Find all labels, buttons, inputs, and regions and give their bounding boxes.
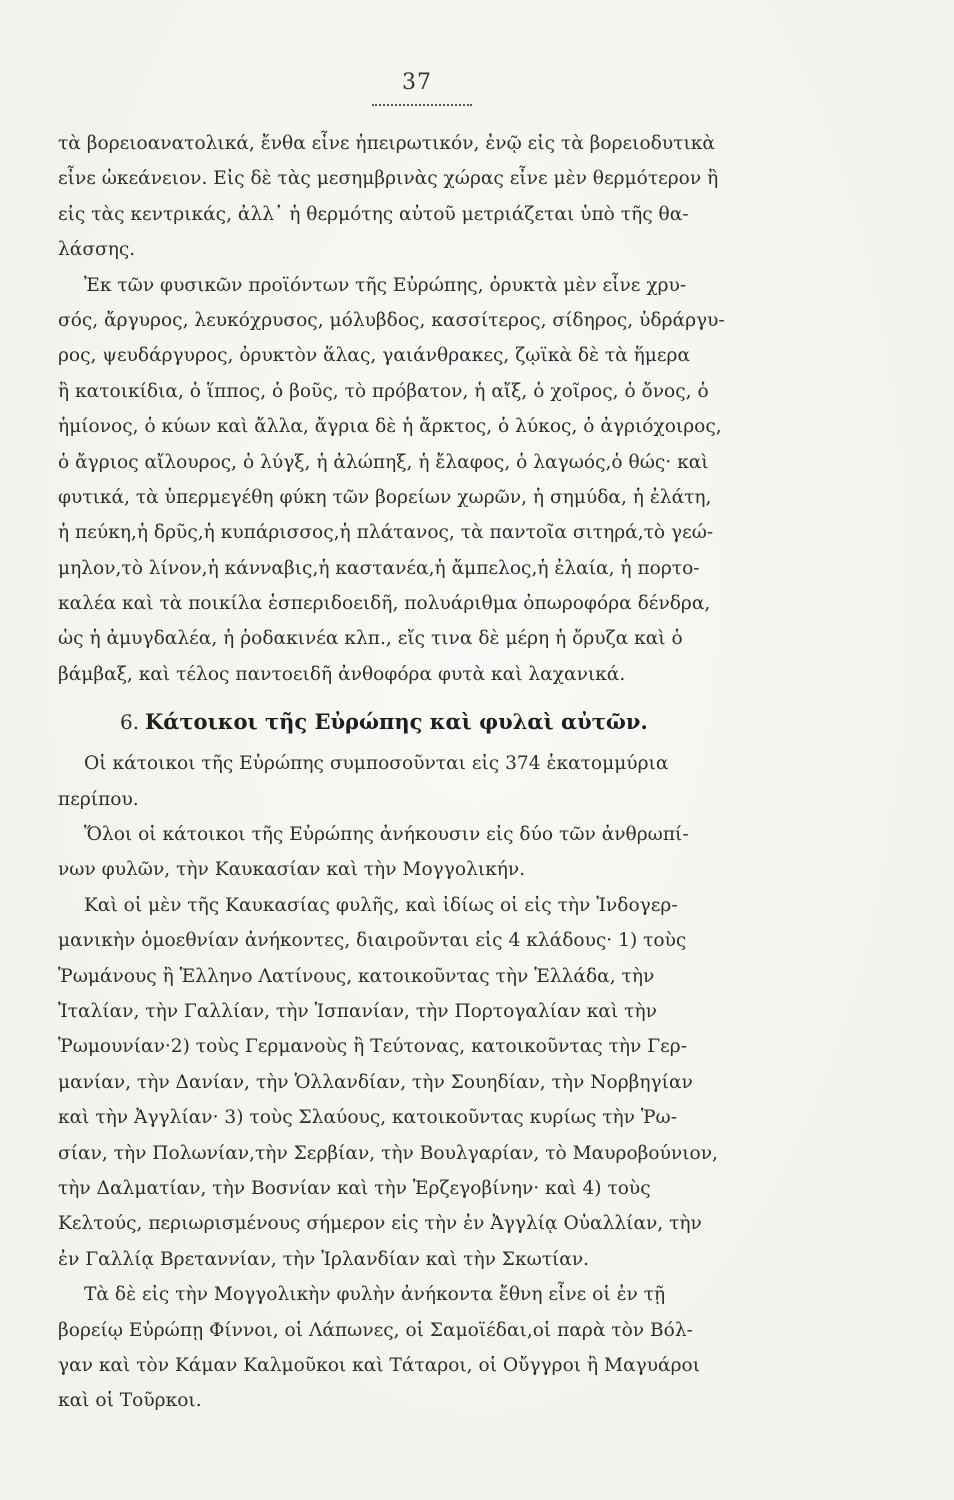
text-line: ἢ κατοικίδια, ὁ ἵππος, ὁ βοῦς, τὸ πρόβατον, ἡ αἴξ, ὁ χοῖρος, ὁ ὄνος, ὁ [58,380,709,402]
text-line: ἡμίονος, ὁ κύων καὶ ἄλλα, ἄγρια δὲ ἡ ἄρκτος, ὁ λύκος, ὁ ἀγριόχοιρος, [58,416,722,438]
page-number: 37 [402,70,432,95]
paragraph-products [58,268,798,693]
text-line: Ὅλοι οἱ κάτοικοι τῆς Εὐρώπης ἀνήκουσιν εἰς δύο τῶν ἀνθρωπί- [84,824,689,846]
text-line: ρος, ψευδάργυρος, ὀρυκτὸν ἅλας, γαιάνθρακες, ζῳϊκὰ δὲ τὰ ἥμερα [58,345,690,367]
text-line: ἡ πεύκη,ἡ δρῦς,ἡ κυπάρισσος,ἡ πλάτανος, τὰ παντοῖα σιτηρά,τὸ γεώ- [58,522,714,544]
text-line: τὴν Δαλματίαν, τὴν Βοσνίαν καὶ τὴν Ἑρζεγοβίνην· καὶ 4) τοὺς [58,1177,651,1199]
text-line: Ἰταλίαν, τὴν Γαλλίαν, τὴν Ἱσπανίαν, τὴν Πορτογαλίαν καὶ τὴν [58,1000,657,1022]
text-line: Καὶ οἱ μὲν τῆς Καυκασίας φυλῆς, καὶ ἰδίως οἱ εἰς τὴν Ἰνδογερ- [84,894,678,916]
text-line: Τὰ δὲ εἰς τὴν Μογγολικὴν φυλὴν ἀνήκοντα ἔθνη εἶνε οἱ ἐν τῇ [84,1284,666,1306]
text-line: βάμβαξ, καὶ τέλος παντοειδῆ ἀνθοφόρα φυτὰ καὶ λαχανικά. [58,663,626,685]
text-line: Ῥωμάνους ἢ Ἑλληνο Λατίνους, κατοικοῦντας τὴν Ἑλλάδα, τὴν [58,965,655,987]
text-line: Ἐκ τῶν φυσικῶν προϊόντων τῆς Εὐρώπης, ὀρυκτὰ μὲν εἶνε χρυ- [84,274,687,296]
section-title: Κάτοικοι τῆς Εὐρώπης καὶ φυλαὶ αὐτῶν. [145,709,648,735]
text-line: μανικὴν ὁμοεθνίαν ἀνήκοντες, διαιροῦνται εἰς 4 κλάδους· 1) τοὺς [58,930,687,952]
text-line: τὰ βορειοανατολικά, ἔνθα εἶνε ἠπειρωτικόν, ἐνῷ εἰς τὰ βορειοδυτικὰ [58,133,715,154]
page-body [58,126,798,1419]
text-line: καὶ οἱ Τοῦρκοι. [58,1390,202,1412]
paragraph-population [58,746,798,817]
section-heading [58,698,798,746]
text-line: Ῥωμουνίαν·2) τοὺς Γερμανοὺς ἢ Τεύτονας, κατοικοῦντας τὴν Γερ- [58,1036,688,1058]
text-line: γαν καὶ τὸν Κάμαν Καλμοῦκοι καὶ Τάταροι, οἱ Οὔγγροι ἢ Μαγυάροι [58,1354,701,1376]
text-line: ὡς ἡ ἀμυγδαλέα, ἡ ῥοδακινέα κλπ., εἴς τινα δὲ μέρη ἡ ὄρυζα καὶ ὁ [58,628,683,650]
page-number-rule [372,104,472,106]
paragraph-caucasian [58,888,798,1277]
text-line: εἰς τὰς κεντρικάς, ἀλλ᾽ ἡ θερμότης αὐτοῦ μετριάζεται ὑπὸ τῆς θα- [58,203,689,225]
text-line: λάσσης. [58,239,136,261]
paragraph-races [58,817,798,888]
text-line: φυτικά, τὰ ὑπερμεγέθη φύκη τῶν βορείων χωρῶν, ἡ σημύδα, ἡ ἐλάτη, [58,486,712,508]
text-line: Οἱ κάτοικοι τῆς Εὐρώπης συμποσοῦνται εἰς 374 ἑκατομμύρια [84,753,669,775]
text-line: νων φυλῶν, τὴν Καυκασίαν καὶ τὴν Μογγολικήν. [58,859,526,881]
paragraph-mongolian [58,1277,798,1419]
text-line: περίπου. [58,788,139,810]
text-line: Κελτούς, περιωρισμένους σήμερον εἰς τὴν ἐν Ἀγγλίᾳ Οὐαλλίαν, τὴν [58,1213,702,1235]
text-line: σίαν, τὴν Πολωνίαν,τὴν Σερβίαν, τὴν Βουλγαρίαν, τὸ Μαυροβούνιον, [58,1142,718,1164]
text-line: μανίαν, τὴν Δανίαν, τὴν Ὁλλανδίαν, τὴν Σουηδίαν, τὴν Νορβηγίαν [58,1071,693,1093]
text-line: καλέα καὶ τὰ ποικίλα ἑσπεριδοειδῆ, πολυάριθμα ὀπωροφόρα δένδρα, [58,593,711,615]
text-line: ἐν Γαλλίᾳ Βρεταννίαν, τὴν Ἰρλανδίαν καὶ τὴν Σκωτίαν. [58,1248,590,1270]
text-line: ὁ ἄγριος αἴλουρος, ὁ λύγξ, ἡ ἀλώπηξ, ἡ ἔλαφος, ὁ λαγωός,ὁ θώς· καὶ [58,451,709,473]
text-line: σός, ἄργυρος, λευκόχρυσος, μόλυβδος, κασσίτερος, σίδηρος, ὑδράργυ- [58,309,725,331]
text-line: εἶνε ὠκεάνειον. Εἰς δὲ τὰς μεσημβρινὰς χώρας εἶνε μὲν θερμότερον ἢ [58,168,719,190]
text-line: βορείῳ Εὐρώπῃ Φίννοι, οἱ Λάπωνες, οἱ Σαμοϊέδαι,οἱ παρὰ τὸν Βόλ- [58,1319,693,1341]
paragraph-climate [58,126,798,268]
text-line: μηλον,τὸ λίνον,ἡ κάνναβις,ἡ καστανέα,ἡ ἄμπελος,ἡ ἐλαία, ἡ πορτο- [58,557,700,579]
section-number: 6. [120,710,140,735]
text-line: καὶ τὴν Ἀγγλίαν· 3) τοὺς Σλαύους, κατοικοῦντας κυρίως τὴν Ῥω- [58,1107,677,1129]
